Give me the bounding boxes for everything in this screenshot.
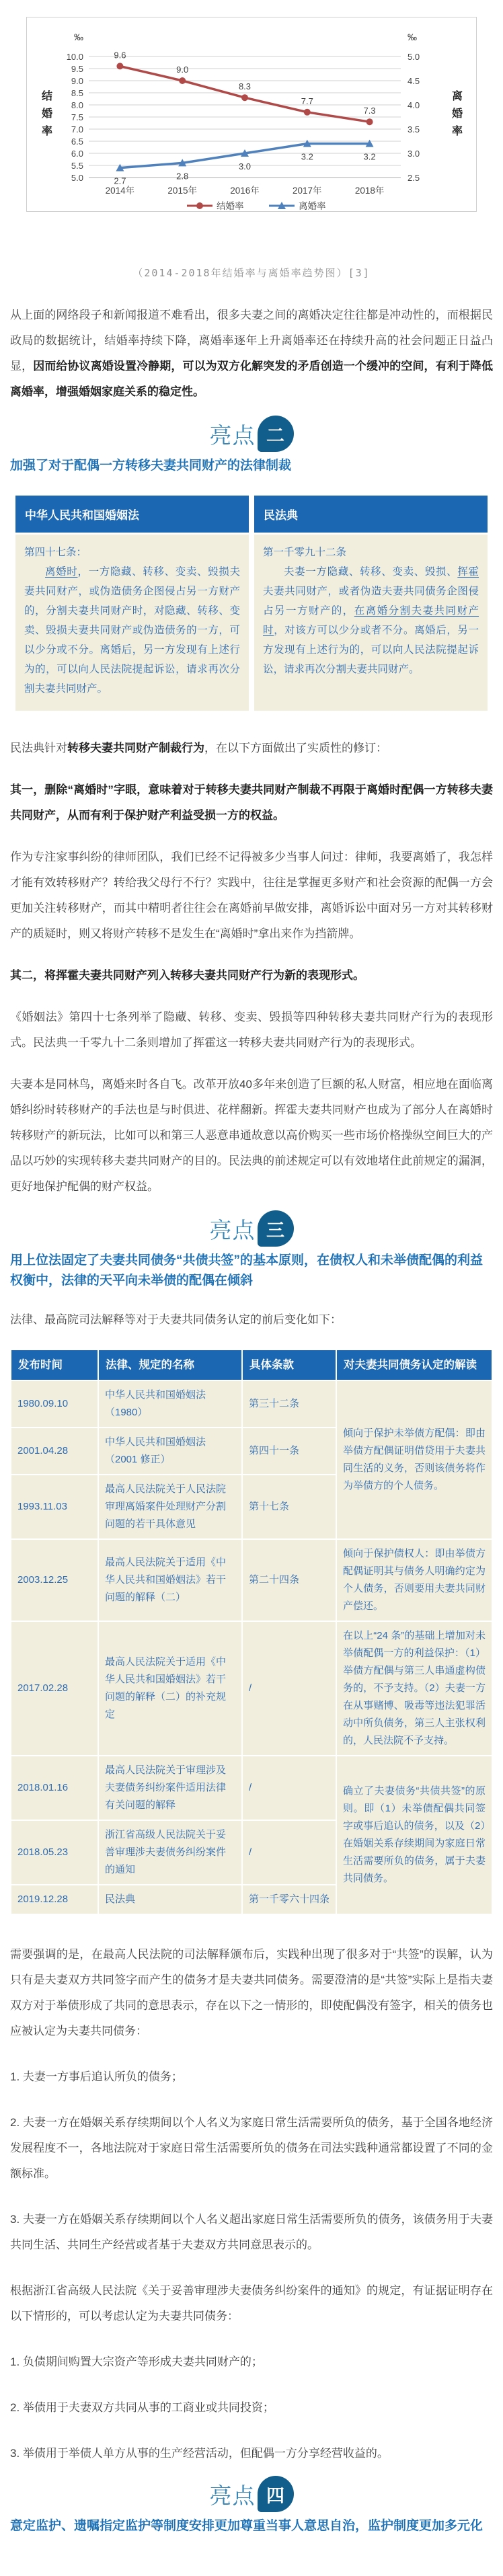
svg-text:2016年: 2016年 — [230, 186, 260, 196]
svg-text:2.5: 2.5 — [408, 173, 420, 183]
debt-change-intro-paragraph: 法律、最高院司法解释等对于夫妻共同债务认定的前后变化如下： — [10, 1313, 342, 1326]
interpretation-cell: 在以上“24 条”的基础上增加对未举债配偶一方的利益保护：（1）举债方配偶与第三人串通虚构债务的，不予支持。（2）夫妻一方在从事赌博、吸毒等违法犯罪活动中所负债务，第三人主张权利的，人民法院不予支持。 — [337, 1622, 492, 1755]
zhejiang-notice-paragraph: 根据浙江省高级人民法院《关于妥善审理涉夫妻债务纠纷案件的通知》的规定，有证据证明存在以下情形的，可以考虑认定为夫妻共同债务： — [10, 2284, 493, 2323]
marriage-law-article47-paragraph: 《婚姻法》第四十七条列举了隐藏、转移、变卖、毁损等四种转移夫妻共同财产行为的表现形式。民法典一千零九十二条则增加了挥霍这一转移夫妻共同财产行为的表现形式。 — [10, 1011, 493, 1049]
svg-text:7.3: 7.3 — [363, 106, 376, 116]
column-header-interpretation: 对夫妻共同债务认定的解读 — [337, 1350, 492, 1380]
list-item-b3: 3. 举债用于举债人单方从事的生产经营活动，但配偶一方分享经营收益的。 — [10, 2447, 389, 2460]
highlight-3-header — [10, 1210, 493, 1247]
date-cell: 2003.12.25 — [11, 1540, 98, 1621]
svg-text:6.0: 6.0 — [71, 149, 83, 159]
table-row — [11, 1622, 492, 1755]
svg-text:10.0: 10.0 — [66, 52, 83, 62]
column-header-marriage-law: 中华人民共和国婚姻法 — [15, 496, 249, 533]
svg-text:5.0: 5.0 — [408, 52, 420, 62]
revision-intro-paragraph: 民法典针对转移夫妻共同财产制裁行为，在以下方面做出了实质性的修订： — [10, 742, 387, 754]
highlight-2-header — [10, 416, 493, 452]
point-two-paragraph: 其二，将挥霍夫妻共同财产列入转移夫妻共同财产行为新的表现形式。 — [10, 969, 364, 982]
interpretation-cell: 倾向于保护债权人：即由举债方配偶证明其与债务人明确约定为个人债务，否则要用夫妻共同财产偿还。 — [337, 1540, 492, 1621]
date-cell: 2018.05.23 — [11, 1821, 98, 1884]
speech-bubble-icon: 二 — [258, 416, 294, 452]
svg-text:离婚率: 离婚率 — [299, 201, 326, 211]
svg-text:率: 率 — [41, 126, 53, 137]
law-name-cell: 最高人民法院关于适用《中华人民共和国婚姻法》若干问题的解释（二） — [99, 1540, 241, 1621]
article-cell: 第二十四条 — [243, 1540, 336, 1621]
svg-text:3.0: 3.0 — [238, 161, 252, 171]
highlight-4-headline: 意定监护、遗嘱指定监护等制度安排更加尊重当事人意思自治，监护制度更加多元化 — [10, 2519, 483, 2533]
date-cell: 1980.09.10 — [11, 1381, 98, 1427]
column-header-law-name: 法律、规定的名称 — [99, 1350, 241, 1380]
column-header-civil-code: 民法典 — [254, 496, 488, 533]
svg-text:5.5: 5.5 — [71, 161, 83, 171]
svg-text:8.5: 8.5 — [71, 88, 83, 98]
highlight-2-headline: 加强了对于配偶一方转移夫妻共同财产的法律制裁 — [10, 459, 292, 473]
interpretation-cell: 确立了夫妻债务“共债共签”的原则。即（1）未举债配偶共同签字或事后追认的债务，以及（2）在婚姻关系存续期间为家庭日常生活需要所负的债务，属于夫妻共同债务。 — [337, 1756, 492, 1914]
svg-text:9.0: 9.0 — [176, 65, 189, 75]
chart-caption: （2014-2018年结婚率与离婚率趋势图）[3] — [132, 267, 371, 279]
svg-text:‰: ‰ — [408, 32, 417, 42]
date-cell: 1993.11.03 — [11, 1475, 98, 1538]
point-one-paragraph: 其一，删除“离婚时”字眼，意味着对于转移夫妻共同财产制裁不再限于离婚时配偶一方转移夫妻共同财产，从而有利于保护财产利益受损一方的权益。 — [10, 783, 493, 822]
svg-text:婚: 婚 — [451, 108, 463, 120]
law-name-cell: 浙江省高级人民法院关于妥善审理涉夫妻债务纠纷案件的通知 — [99, 1821, 241, 1884]
highlight-label: 亮点 — [209, 1217, 256, 1243]
highlight-4-header — [10, 2476, 493, 2512]
law-name-cell: 中华人民共和国婚姻法（1980） — [99, 1381, 241, 1427]
law-comparison-table — [10, 494, 493, 713]
speech-bubble-icon: 四 — [258, 2476, 294, 2512]
law-name-cell: 最高人民法院关于审理涉及夫妻债务纠纷案件适用法律有关问题的解释 — [99, 1756, 241, 1820]
svg-text:离: 离 — [451, 91, 463, 102]
trend-chart-svg — [27, 17, 476, 211]
svg-text:3.0: 3.0 — [408, 149, 420, 159]
joint-debt-law-table — [10, 1349, 493, 1915]
svg-text:2017年: 2017年 — [293, 186, 322, 196]
svg-text:8.3: 8.3 — [238, 81, 252, 92]
svg-text:7.7: 7.7 — [301, 95, 313, 106]
law-name-cell: 民法典 — [99, 1885, 241, 1914]
marriage-divorce-trend-chart — [26, 17, 477, 212]
list-item-b2: 2. 举债用于夫妻双方共同从事的工商业或共同投资； — [10, 2401, 274, 2414]
svg-text:9.6: 9.6 — [114, 50, 126, 61]
svg-text:结: 结 — [41, 91, 53, 102]
article-number: 第四十七条： — [24, 547, 87, 558]
article-cell: / — [243, 1756, 336, 1820]
highlight-label: 亮点 — [209, 422, 256, 448]
article-text: 离婚时，一方隐藏、转移、变卖、毁损夫妻共同财产，或伪造债务企图侵占另一方财产的，分割夫妻共同财产时，对隐藏、转移、变卖、毁损夫妻共同财产或伪造债务的一方，可以少分或不分。离婚后，另一方发现有上述行为的，可以向人民法院提起诉讼，请求再次分割夫妻共同财产。 — [24, 566, 240, 695]
article-cell: 第三十二条 — [243, 1381, 336, 1427]
article-cell: / — [243, 1622, 336, 1755]
svg-text:2018年: 2018年 — [354, 186, 385, 196]
svg-text:率: 率 — [451, 126, 463, 137]
article-cell: 第十七条 — [243, 1475, 336, 1538]
column-header-article: 具体条款 — [243, 1350, 336, 1380]
article-text: 夫妻一方隐藏、转移、变卖、毁损、挥霍夫妻共同财产，或者伪造夫妻共同债务企图侵占另一方财产的，在离婚分割夫妻共同财产时，对该方可以少分或者不分。离婚后，另一方发现有上述行为的，可以向人民法院提起诉讼，请求再次分割夫妻共同财产。 — [263, 566, 479, 675]
date-cell: 2001.04.28 — [11, 1428, 98, 1474]
svg-text:婚: 婚 — [41, 108, 53, 120]
date-cell: 2017.02.28 — [11, 1622, 98, 1755]
co-sign-clarification-paragraph: 需要强调的是，在最高人民法院的司法解释颁布后，实践种出现了很多对于“共签”的误解，认为只有是夫妻双方共同签字而产生的债务才是夫妻共同债务。需要澄清的是“共签”实际上是指夫妻双方对于举债形成了共同的意思表示，存在以下之一情形的，即使配偶没有签字，相关的债务也应被认定为夫妻共同债务： — [10, 1948, 493, 2037]
table-row — [11, 1756, 492, 1820]
svg-text:3.2: 3.2 — [301, 151, 313, 162]
interpretation-cell: 倾向于保护未举债方配偶：即由举债方配偶证明借贷用于夫妻共同生活的义务，否则该债务将作为举债方的个人债务。 — [337, 1381, 492, 1538]
table-row — [11, 1381, 492, 1427]
date-cell: 2019.12.28 — [11, 1885, 98, 1914]
svg-text:7.5: 7.5 — [71, 112, 83, 122]
svg-text:4.5: 4.5 — [408, 76, 420, 86]
intro-paragraph — [10, 303, 493, 405]
marriage-law-cell — [15, 535, 249, 711]
article-cell: 第一千零六十四条 — [243, 1885, 336, 1914]
date-cell: 2018.01.16 — [11, 1756, 98, 1820]
svg-text:7.0: 7.0 — [71, 124, 83, 134]
svg-text:2.7: 2.7 — [114, 175, 126, 186]
intro-normal-text: 从上面的网络段子和新闻报道不难看出，很多夫妻之间的离婚决定往往都是冲动性的，而根据民政局的数据统计，结婚率持续下降，离婚率逐年上升离婚率还在持续升高的社会问题正日益凸显， — [10, 309, 493, 373]
article-page — [0, 17, 503, 2536]
svg-text:4.0: 4.0 — [408, 100, 420, 110]
squander-property-paragraph: 夫妻本是同林鸟，离婚来时各自飞。改革开放40多年来创造了巨额的私人财富，相应地在面临离婚纠纷时转移财产的手法也是与时俱进、花样翻新。挥霍夫妻共同财产也成为了部分人在离婚时转移财产的新玩法，比如可以和第三人恶意串通故意以高价购买一些市场价格操纵空间巨大的产品以巧妙的实现转移夫妻共同财产的目的。民法典的前述规定可以有效地堵住此前规定的漏洞，更好地保护配偶的财产权益。 — [10, 1078, 493, 1193]
list-item-b1: 1. 负债期间购置大宗资产等形成夫妻共同财产的； — [10, 2355, 263, 2368]
svg-text:‰: ‰ — [74, 32, 83, 42]
list-item-a3: 3. 夫妻一方在婚姻关系存续期间以个人名义超出家庭日常生活需要所负的债务，该债务用于夫妻共同生活、共同生产经营或者基于夫妻双方共同意思表示的。 — [10, 2213, 493, 2251]
speech-bubble-icon: 三 — [258, 1210, 294, 1247]
svg-text:2014年: 2014年 — [105, 186, 135, 196]
law-name-cell: 最高人民法院关于适用《中华人民共和国婚姻法》若干问题的解释（二）的补充规定 — [99, 1622, 241, 1755]
article-number: 第一千零九十二条 — [263, 547, 347, 558]
civil-code-cell — [254, 535, 488, 711]
svg-text:9.5: 9.5 — [71, 64, 83, 74]
svg-text:2.8: 2.8 — [176, 171, 189, 182]
svg-text:3.5: 3.5 — [408, 124, 420, 134]
intro-bold-text: 因而给协议离婚设置冷静期，可以为双方化解突发的矛盾创造一个缓冲的空间，有利于降低离婚率，增强婚姻家庭关系的稳定性。 — [10, 360, 494, 398]
column-header-date: 发布时间 — [11, 1350, 98, 1380]
law-name-cell: 中华人民共和国婚姻法（2001 修正） — [99, 1428, 241, 1474]
svg-text:6.5: 6.5 — [71, 136, 83, 147]
svg-text:2015年: 2015年 — [167, 186, 197, 196]
svg-text:8.0: 8.0 — [71, 100, 83, 110]
svg-text:9.0: 9.0 — [71, 76, 83, 86]
highlight-3-headline: 用上位法固定了夫妻共同债务“共债共签”的基本原则，在债权人和未举债配偶的利益权衡中，法律的天平向未举债的配偶在倾斜 — [10, 1253, 483, 1288]
svg-text:结婚率: 结婚率 — [217, 201, 244, 211]
table-row — [11, 1540, 492, 1621]
lawyer-experience-paragraph: 作为专注家事纠纷的律师团队，我们已经不记得被多少当事人问过：律师，我要离婚了，我怎样才能有效转移财产？转给我父母行不行？实践中，往往是掌握更多财产和社会资源的配偶一方会更加关注转移财产，而其中精明者往往会在离婚前早做安排，离婚诉讼中面对另一方对其转移财产的质疑时，则又将财产转移不是发生在“离婚时”拿出来作为挡箭牌。 — [10, 851, 493, 940]
list-item-a1: 1. 夫妻一方事后追认所负的债务； — [10, 2070, 183, 2083]
law-name-cell: 最高人民法院关于人民法院审理离婚案件处理财产分割问题的若干具体意见 — [99, 1475, 241, 1538]
article-cell: 第四十一条 — [243, 1428, 336, 1474]
list-item-a2: 2. 夫妻一方在婚姻关系存续期间以个人名义为家庭日常生活需要所负的债务，基于全国各地经济发展程度不一，各地法院对于家庭日常生活需要所负的债务在司法实践种通常都设置了不同的金额标准。 — [10, 2116, 493, 2180]
svg-text:3.2: 3.2 — [363, 151, 376, 162]
svg-text:5.0: 5.0 — [71, 173, 83, 183]
highlight-label: 亮点 — [209, 2483, 256, 2508]
article-cell: / — [243, 1821, 336, 1884]
